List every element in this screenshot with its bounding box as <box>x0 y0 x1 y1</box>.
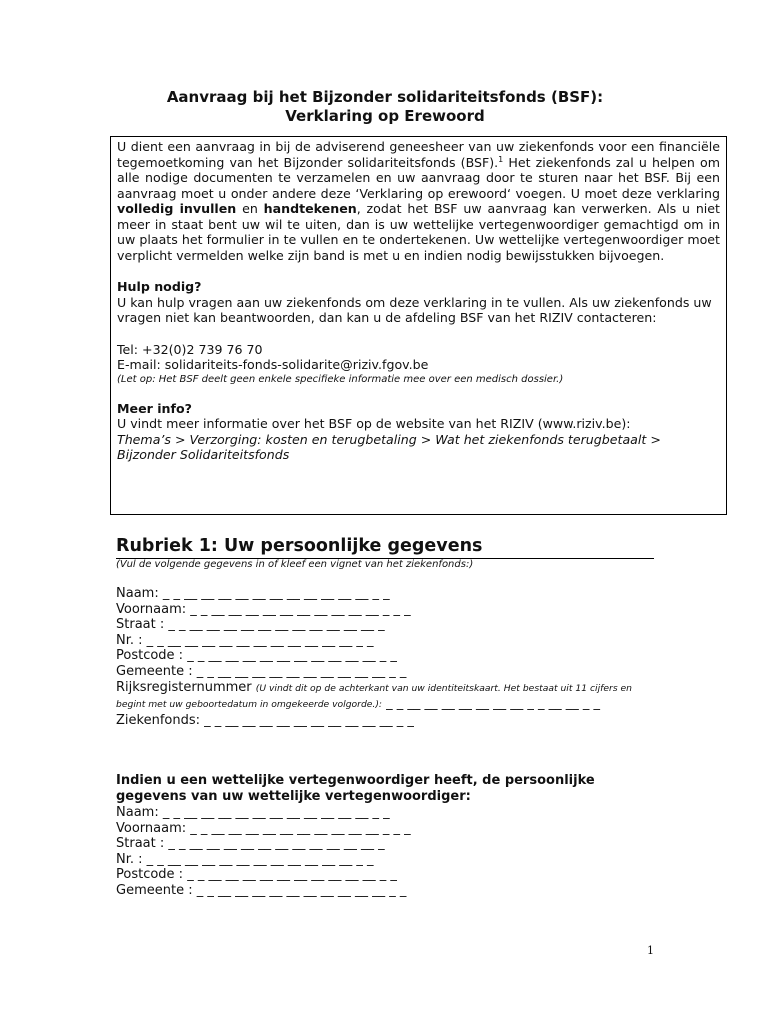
intro-bold-fill: volledig invullen <box>117 201 237 216</box>
intro-text-b: Het ziekenfonds zal u helpen om alle nodige documenten te verzamelen en uw aanvraag door te sturen naar het BSF. Bij een aanvraag moet u onder andere deze ‘Verklaring op erewoord‘ voegen. U moet deze verklaring <box>117 154 720 201</box>
intro-bold-sign: handtekenen <box>263 201 357 216</box>
rep-field-naam[interactable]: Naam: _ _ __ __ __ __ __ __ __ __ __ __ __ _ _ <box>116 805 390 820</box>
field-nr[interactable]: Nr. : _ _ __ __ __ __ __ __ __ __ __ __ __ _ _ <box>116 632 374 648</box>
intro-text-c: en <box>236 201 264 216</box>
field-gemeente[interactable]: Gemeente : _ _ __ __ __ __ __ __ __ __ __ __ _ _ <box>116 663 407 679</box>
representative-heading: Indien u een wettelijke vertegenwoordiger heeft, de persoonlijke gegevens van uw wettelijke vertegenwoordiger: <box>116 773 595 804</box>
field-naam[interactable]: Naam: _ _ __ __ __ __ __ __ __ __ __ __ __ _ _ <box>116 586 390 601</box>
rep-field-straat[interactable]: Straat : _ _ __ __ __ __ __ __ __ __ __ __ __ _ <box>116 836 385 852</box>
intro-text-d: , zodat het BSF uw aanvraag kan verwerken. Als u niet meer in staat bent uw wil te uiten, dan is uw wettelijke vertegenwoordiger gemachtigd om in uw plaats het formulier in te vullen en te ondertekenen. Uw wettelijke vertegenwoordiger moet verplicht vermelden welke zijn band is met u en indien nodig bewijsstukken bijvoegen. <box>117 201 720 263</box>
rep-field-nr[interactable]: Nr. : _ _ __ __ __ __ __ __ __ __ __ __ __ _ _ <box>116 851 374 867</box>
help-email: E-mail: solidariteits-fonds-solidarite@riziv.fgov.be <box>117 357 429 372</box>
help-heading: Hulp nodig? <box>117 279 202 294</box>
field-straat[interactable]: Straat : _ _ __ __ __ __ __ __ __ __ __ __ __ _ <box>116 617 385 633</box>
field-ziekenfonds[interactable]: Ziekenfonds: _ _ __ __ __ __ __ __ __ __ __ __ _ _ <box>116 712 414 728</box>
field-voornaam[interactable]: Voornaam: _ _ __ __ __ __ __ __ __ __ __ __ _ _ _ <box>116 601 411 617</box>
info-heading: Meer info? <box>117 400 192 416</box>
rijks-label: Rijksregisternummer <box>116 679 256 695</box>
field-rijksregisternummer[interactable] <box>116 680 656 713</box>
rep-field-postcode[interactable]: Postcode : _ _ __ __ __ __ __ __ __ __ __ __ _ _ <box>116 867 397 883</box>
section1-title: Rubriek 1: Uw persoonlijke gegevens <box>116 536 654 559</box>
rep-field-voornaam[interactable]: Voornaam: _ _ __ __ __ __ __ __ __ __ __ __ _ _ _ <box>116 820 411 836</box>
intro-text-a: U dient een aanvraag in bij de adviserend geneesheer van uw ziekenfonds voor een financiële tegemoetkoming van het Bijzonder solidariteitsfonds (BSF). <box>117 139 720 170</box>
help-note: (Let op: Het BSF deelt geen enkele specifieke informatie mee over een medisch dossier.) <box>117 373 564 385</box>
info-path: Thema’s > Verzorging: kosten en terugbetaling > Wat het ziekenfonds terugbetaalt > Bijzonder Solidariteitsfonds <box>117 431 661 462</box>
title-line-2: Verklaring op Erewoord <box>285 107 485 125</box>
representative-fields <box>116 805 656 899</box>
help-tel: Tel: +32(0)2 739 76 70 <box>117 341 263 357</box>
info-text: U vindt meer informatie over het BSF op de website van het RIZIV (www.riziv.be): <box>117 416 631 431</box>
help-text: U kan hulp vragen aan uw ziekenfonds om deze verklaring in te vullen. Als uw ziekenfonds uw vragen niet kan beantwoorden, dan kan u de afdeling BSF van het RIZIV contacteren: <box>117 294 712 325</box>
info-box <box>110 136 727 515</box>
page-number: 1 <box>647 944 654 957</box>
title-line-1: Aanvraag bij het Bijzonder solidariteitsfonds (BSF): <box>166 88 604 106</box>
personal-fields <box>116 586 656 728</box>
section1-note: (Vul de volgende gegevens in of kleef een vignet van het ziekenfonds:) <box>116 559 474 570</box>
field-postcode[interactable]: Postcode : _ _ __ __ __ __ __ __ __ __ __ __ _ _ <box>116 648 397 664</box>
rijks-note: (U vindt dit op de achterkant van uw identiteitskaart. Het bestaat uit 11 cijfers en begint met uw geboortedatum in omgekeerde volgorde.): <box>116 682 632 711</box>
intro-paragraph <box>117 139 720 263</box>
rijks-line[interactable]: _ _ __ __ __ __ __ __ __ _ _ __ __ _ _ <box>382 696 601 712</box>
footnote-marker: 1 <box>498 154 504 164</box>
rep-field-gemeente[interactable]: Gemeente : _ _ __ __ __ __ __ __ __ __ __ __ _ _ <box>116 882 407 898</box>
document-title <box>110 88 660 126</box>
